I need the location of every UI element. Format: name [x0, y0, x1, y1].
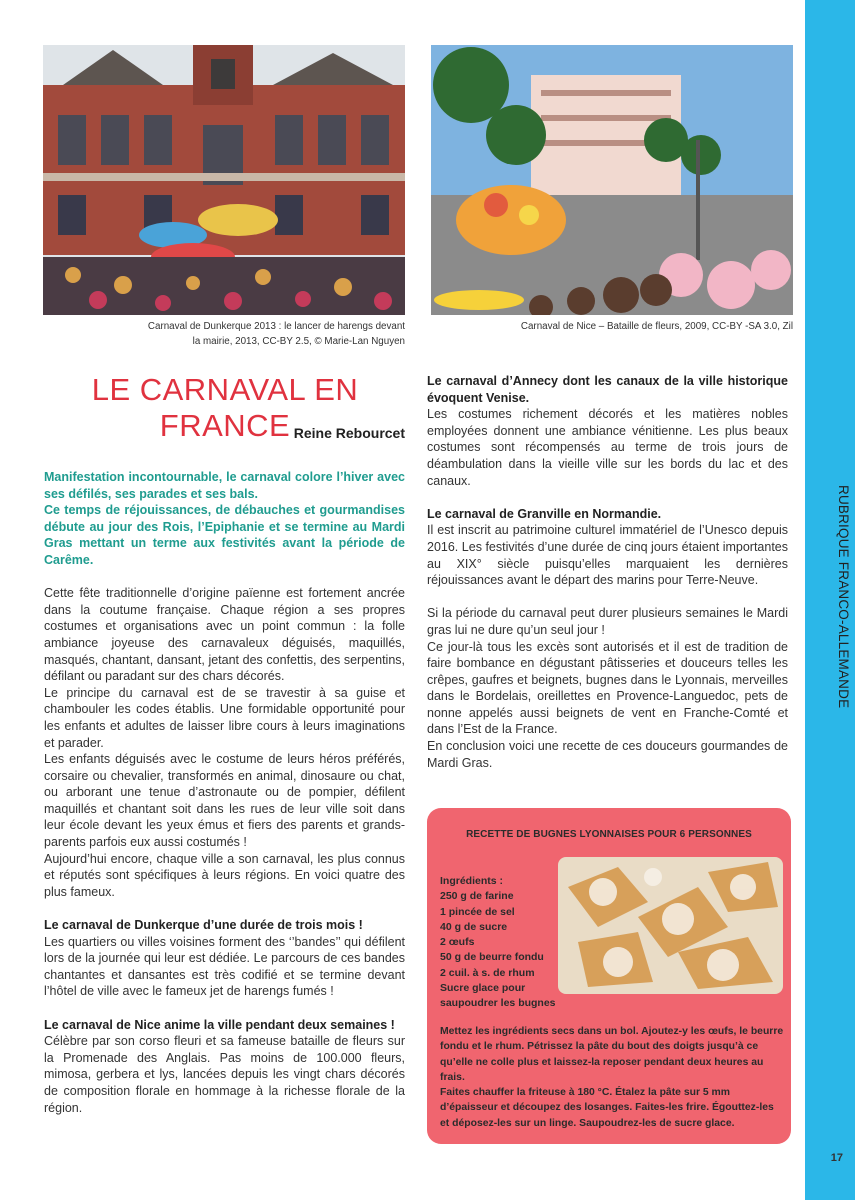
- article-author: Reine Rebourcet: [293, 425, 405, 441]
- nice-heading: Le carnaval de Nice anime la ville pendant deux semaines !: [44, 1017, 395, 1032]
- recipe-title: RECETTE DE BUGNES LYONNAISES POUR 6 PERSONNES: [466, 829, 752, 840]
- granville-text: Il est inscrit au patrimoine culturel immatériel de l’Unesco depuis 2016. Les festivités d’une durée de cinq jours étaient importantes au XIX° siècle puisqu’elles marquaient les dernières réjouissances avant le départ des marins pour Terre-Neuve.: [427, 523, 788, 588]
- method-paragraph: Faites chauffer la friteuse à 180 °C. Étalez la pâte sur 5 mm d’épaisseur et découpez des losanges. Faites-les frire. Égouttez-les et déposez-les sur un linge. Saupoudrez-les de sucre glace.: [440, 1087, 774, 1129]
- annecy-text: Les costumes richement décorés et les matières nobles employées donnent une ambiance vénitienne. Les plus beaux costumes sont récompensés au terme de trois jours de déambulation dans la vieille ville sur les bords du lac et des canaux.: [427, 407, 788, 488]
- ingredient-item: 40 g de sucre: [440, 920, 508, 933]
- ingredient-item: 250 g de farine: [440, 890, 514, 903]
- annecy-heading: Le carnaval d’Annecy dont les canaux de la ville historique évoquent Venise.: [427, 374, 788, 405]
- right-column: [427, 373, 788, 771]
- conclusion-paragraph: Si la période du carnaval peut durer plusieurs semaines le Mardi gras lui ne dure qu’un seul jour !: [427, 606, 788, 637]
- conclusion-paragraph: Ce jour-là tous les excès sont autorisés et il est de tradition de faire bombance en dégustant pâtisseries et douceurs telles les crêpes, gaufres et beignets, bugnes dans le Lyonnais, merveilles dans le Bordelais, oreillettes en Provence-Languedoc, pets de nonne appelés aussi beignets de vent en Franche-Comté et dans l’Est de la France.: [427, 639, 788, 737]
- conclusion-paragraph: En conclusion voici une recette de ces douceurs gourmandes de Mardi Gras.: [427, 739, 788, 770]
- nice-text: Célèbre par son corso fleuri et sa fameuse bataille de fleurs sur la Promenade des Anglais. Pas moins de 100.000 fleurs, mimosa, gerbera et lys, lancées depuis les vingt chars décorés de composition florale en hommage à la richesse florale de la région.: [44, 1034, 405, 1115]
- dunkerque-caption: [43, 319, 405, 349]
- granville-heading: Le carnaval de Granville en Normandie.: [427, 506, 662, 521]
- recipe-method: [440, 1024, 784, 1131]
- ingredients-label: Ingrédients :: [440, 875, 504, 887]
- ingredient-item: 50 g de beurre fondu: [440, 951, 544, 964]
- left-column: [44, 469, 405, 1116]
- nice-photo: [431, 45, 793, 315]
- body-paragraph: Le principe du carnaval est de se travestir à sa guise et chambouler les codes établis. Une formidable opportunité pour les enfants et adultes de laisser libre cours à leurs imaginations et parader.: [44, 685, 405, 750]
- body-paragraph: Aujourd’hui encore, chaque ville a son carnaval, les plus connus et réputés sont spécifiques à leurs régions. En voici quatre des plus fameux.: [44, 851, 405, 899]
- page-number: 17: [830, 1152, 843, 1164]
- recipe-box: [427, 808, 791, 1144]
- dunkerque-caption-line: la mairie, 2013, CC-BY 2.5, © Marie-Lan Nguyen: [192, 336, 405, 347]
- ingredient-item: Sucre glace pour: [440, 982, 526, 995]
- dunkerque-text: Les quartiers ou villes voisines forment des ‘’bandes’’ qui défilent lors de la journée qui leur est dédiée. Le parcours de ces bandes chantantes et dansantes est très codifié et se termine devant l’hôtel de ville avec le fameux jet de harengs fumés !: [44, 934, 405, 999]
- dunkerque-photo: [43, 45, 405, 315]
- section-label: RUBRIQUE FRANCO-ALLEMANDE: [836, 485, 851, 709]
- article-title: LE CARNAVAL EN FRANCE: [91, 372, 359, 443]
- ingredient-item: 1 pincée de sel: [440, 905, 515, 918]
- dunkerque-caption-line: Carnaval de Dunkerque 2013 : le lancer de harengs devant: [147, 321, 405, 332]
- bugnes-photo: [558, 857, 783, 994]
- dunkerque-heading: Le carnaval de Dunkerque d’une durée de trois mois !: [44, 918, 363, 933]
- method-paragraph: Mettez les ingrédients secs dans un bol. Ajoutez-y les œufs, le beurre fondu et le rhum. Pétrissez la pâte du bout des doigts jusqu’à ce qu’elle ne colle plus et laissez-la reposer pendant deux heures au frais.: [440, 1026, 784, 1083]
- lead-paragraph: Manifestation incontournable, le carnaval colore l’hiver avec ses défilés, ses parades et ses bals.: [44, 470, 405, 501]
- ingredient-item: 2 œufs: [440, 936, 475, 949]
- body-paragraph: Les enfants déguisés avec le costume de leurs héros préférés, corsaire ou chevalier, transformés en animal, dinosaure ou chat, ou arborant une tenue d’astronaute ou de pompier, défilent maquillés et chantant soit dans les rues de leur ville soit dans leur école devant les yeux émus et fiers des parents et grands-parents parfois eux aussi costumés !: [44, 752, 405, 850]
- body-paragraph: Cette fête traditionnelle d’origine païenne est fortement ancrée dans la coutume française. Chaque région a ses propres costumes et organisations avec un point commun : la folle ambiance joyeuse des carnavaleux déguisés, maquillés, masqués, chantant, dansant, jetant des confettis, des serpentins, défilant ou paradant sur des chars décorés.: [44, 586, 405, 684]
- ingredient-item: 2 cuil. à s. de rhum: [440, 966, 535, 979]
- nice-caption: Carnaval de Nice – Bataille de fleurs, 2009, CC-BY -SA 3.0, Zil: [520, 321, 793, 332]
- lead-paragraph: Ce temps de réjouissances, de débauches et gourmandises débute au jour des Rois, l’Epiphanie et se termine au Mardi Gras mettant un terme aux festivités avant la période de Carême.: [44, 503, 405, 567]
- ingredient-item: saupoudrer les bugnes: [440, 997, 556, 1010]
